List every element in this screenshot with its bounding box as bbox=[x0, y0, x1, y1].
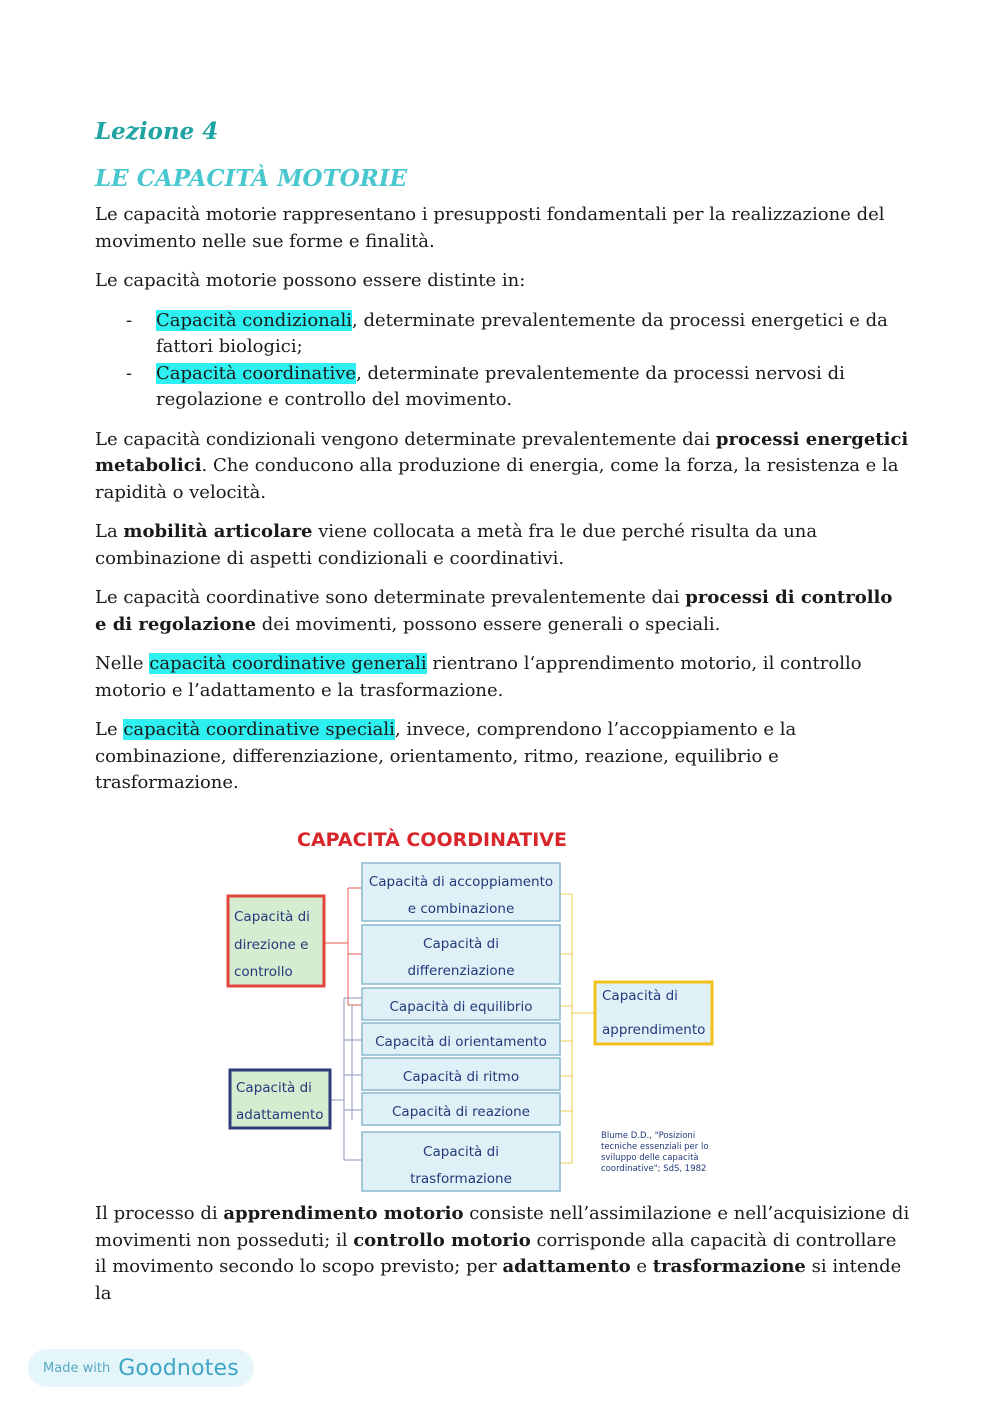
bold-term: mobilità articolare bbox=[123, 521, 313, 542]
connector-lines-navy bbox=[330, 998, 362, 1160]
box-label-line: Capacità di ritmo bbox=[402, 1069, 520, 1085]
box-label-line: e combinazione bbox=[407, 901, 515, 917]
text-run: Il processo di bbox=[95, 1203, 224, 1224]
lesson-title: Lezione 4 bbox=[95, 118, 219, 145]
box-label-line: apprendimento bbox=[602, 1022, 706, 1038]
box-label-line: Capacità di bbox=[234, 909, 310, 925]
highlighted-term: Capacità condizionali bbox=[156, 309, 352, 331]
highlighted-term: Capacità coordinative bbox=[156, 362, 357, 384]
dash-bullet: - bbox=[126, 309, 133, 331]
box-label-line: differenziazione bbox=[407, 963, 515, 979]
text-run: viene collocata a metà fra le due perché risulta da una combinazione di aspetti condizionali e coordinativi. bbox=[95, 521, 818, 569]
goodnotes-logo: Goodnotes bbox=[118, 1355, 239, 1381]
section-title: LE CAPACITÀ MOTORIE bbox=[95, 165, 408, 192]
box-label-line: Capacità di orientamento bbox=[375, 1034, 547, 1050]
document-body bbox=[95, 112, 910, 810]
diagram-title: CAPACITÀ COORDINATIVE bbox=[297, 829, 567, 851]
citation-line: tecniche essenziali per lo bbox=[601, 1142, 709, 1152]
connector-lines-yellow bbox=[560, 894, 595, 1163]
list-item bbox=[95, 308, 910, 361]
highlighted-term: capacità coordinative generali bbox=[149, 653, 427, 674]
paragraph-special bbox=[95, 717, 910, 797]
text-run: Le capacità condizionali vengono determinate prevalentemente dai bbox=[95, 428, 716, 450]
text-run: Le capacità coordinative sono determinate prevalentemente dai bbox=[95, 587, 686, 608]
made-with-goodnotes-badge[interactable] bbox=[28, 1349, 254, 1387]
text-run: e bbox=[630, 1256, 653, 1277]
bold-term: processi di controllo e di regolazione bbox=[95, 587, 893, 635]
box-label-line: Capacità di bbox=[423, 1144, 499, 1160]
text-run: consiste nell’assimilazione e nell’acquisizione di movimenti non posseduti; il bbox=[95, 1203, 910, 1251]
highlighted-term: capacità coordinative speciali bbox=[123, 719, 395, 740]
paragraph-conditional bbox=[95, 427, 910, 507]
box-label-line: Capacità di bbox=[602, 988, 678, 1004]
box-label-line: Capacità di reazione bbox=[392, 1104, 530, 1120]
bold-term: trasformazione bbox=[652, 1256, 806, 1277]
bold-term: adattamento bbox=[502, 1256, 631, 1277]
paragraph-distinction: Le capacità motorie possono essere distinte in: bbox=[95, 270, 526, 291]
box-label-line: controllo bbox=[234, 964, 293, 980]
box-label-line: Capacità di bbox=[236, 1080, 312, 1096]
text-run: dei movimenti, possono essere generali o speciali. bbox=[256, 613, 721, 635]
box-label-line: Capacità di accoppiamento bbox=[368, 874, 554, 890]
paragraph-general bbox=[95, 651, 910, 704]
coordinative-capacities-diagram bbox=[222, 820, 722, 1198]
center-boxes bbox=[362, 863, 560, 1191]
paragraph-mobility bbox=[95, 519, 910, 572]
paragraph-intro: Le capacità motorie rappresentano i presupposti fondamentali per la realizzazione del movimento nelle sue forme e finalità. bbox=[95, 204, 885, 252]
paragraph-learning bbox=[95, 1201, 910, 1307]
connector-lines-red bbox=[324, 888, 362, 1005]
document-body-continued bbox=[95, 1201, 910, 1320]
box-label-line: direzione e bbox=[234, 937, 309, 953]
list-item-text: , determinate prevalentemente da processi nervosi di regolazione e controllo del movimento. bbox=[156, 362, 845, 410]
list-item-text: , determinate prevalentemente da processi energetici e da fattori biologici; bbox=[156, 309, 888, 357]
capacity-list bbox=[95, 308, 910, 414]
bold-term: processi energetici metabolici bbox=[95, 428, 909, 476]
text-run: , invece, comprendono l’accoppiamento e la combinazione, differenziazione, orientamento, ritmo, reazione, equilibrio e trasformazione. bbox=[95, 719, 797, 793]
citation-line: Blume D.D., "Posizioni bbox=[601, 1131, 696, 1141]
text-run: . Che conducono alla produzione di energia, come la forza, la resistenza e la rapidità o velocità. bbox=[95, 455, 899, 503]
list-item bbox=[95, 361, 910, 414]
text-run: Nelle bbox=[95, 653, 150, 674]
text-run: La bbox=[95, 521, 124, 542]
text-run: si intende la bbox=[95, 1256, 902, 1304]
citation-line: coordinative"; SdS, 1982 bbox=[601, 1164, 707, 1174]
box-label-line: adattamento bbox=[236, 1107, 324, 1123]
box-label-line: Capacità di bbox=[423, 936, 499, 952]
badge-made-with: Made with bbox=[43, 1360, 111, 1376]
box-label-line: Capacità di equilibrio bbox=[389, 999, 533, 1015]
box-label-line: trasformazione bbox=[410, 1171, 512, 1187]
text-run: Le bbox=[95, 719, 124, 740]
text-run: corrisponde alla capacità di controllare il movimento secondo lo scopo previsto; per bbox=[95, 1229, 897, 1277]
dash-bullet: - bbox=[126, 362, 133, 384]
text-run: rientrano l‘apprendimento motorio, il controllo motorio e l’adattamento e la trasformazione. bbox=[95, 653, 862, 701]
citation-line: sviluppo delle capacità bbox=[601, 1153, 699, 1163]
bold-term: controllo motorio bbox=[353, 1229, 531, 1251]
bold-term: apprendimento motorio bbox=[223, 1203, 464, 1224]
paragraph-coordinative bbox=[95, 585, 910, 638]
citation bbox=[601, 1131, 709, 1174]
